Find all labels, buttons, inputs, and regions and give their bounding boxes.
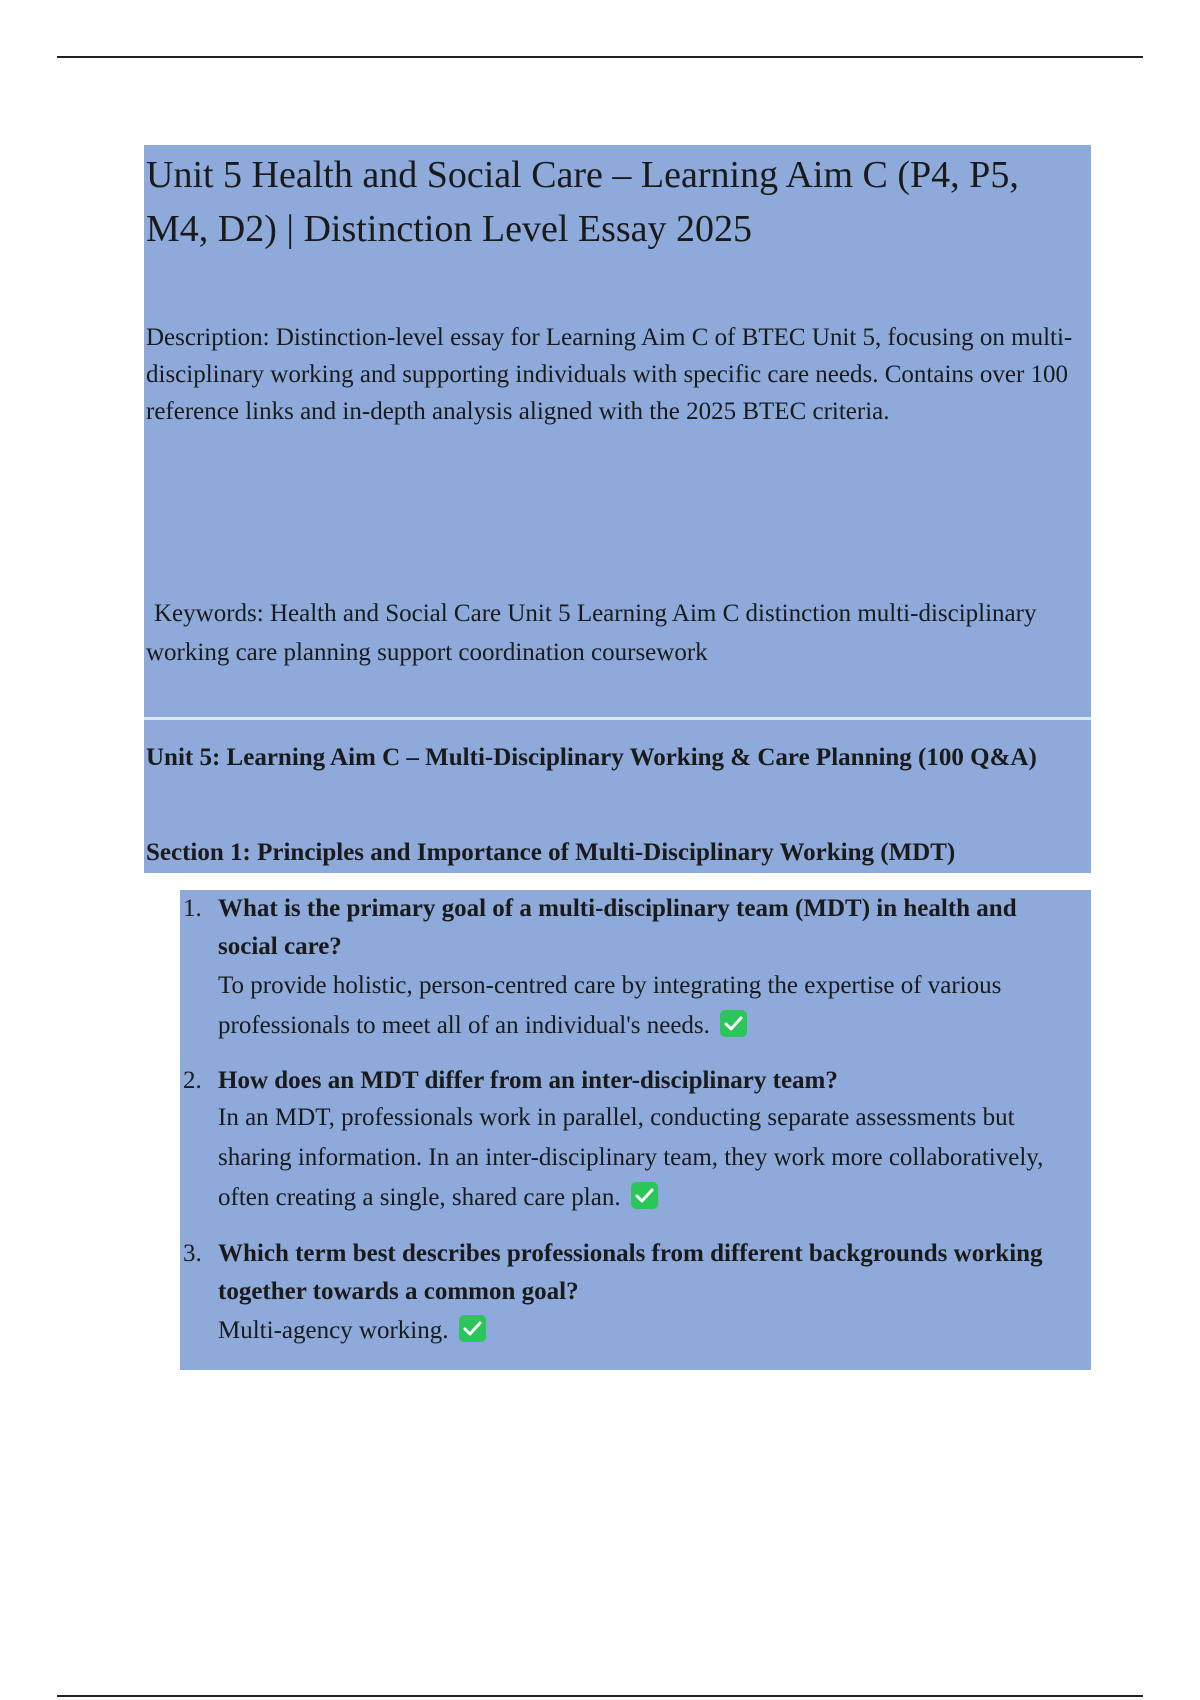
section-highlight-block (144, 720, 1091, 873)
check-icon (631, 1182, 658, 1209)
question-number: 2. (183, 1067, 202, 1094)
answer-body: To provide holistic, person-centred care by integrating the expertise of various professionals to meet all of an individual's needs. (218, 972, 1002, 1039)
answer-text (218, 1311, 1078, 1351)
answer-text (218, 966, 1078, 1046)
document-keywords: Keywords: Health and Social Care Unit 5 Learning Aim C distinction multi-disciplinary working care planning support coordination coursework (146, 600, 1037, 666)
answer-body: In an MDT, professionals work in parallel, conducting separate assessments but sharing information. In an inter-disciplinary team, they work more collaboratively, often creating a single, shared care plan. (218, 1104, 1044, 1211)
answer-text (218, 1098, 1078, 1218)
question-number: 3. (183, 1240, 202, 1267)
question-text: How does an MDT differ from an inter-disciplinary team? (218, 1067, 838, 1094)
document-title: Unit 5 Health and Social Care – Learning Aim C (P4, P5, M4, D2) | Distinction Level Essay 2025 (146, 154, 1019, 250)
top-rule (57, 56, 1143, 58)
unit-heading: Unit 5: Learning Aim C – Multi-Disciplinary Working & Care Planning (100 Q&A) (146, 744, 1037, 771)
bottom-rule (57, 1695, 1143, 1697)
section-heading: Section 1: Principles and Importance of Multi-Disciplinary Working (MDT) (146, 839, 956, 866)
qa-list (180, 890, 1091, 1370)
document-description: Description: Distinction-level essay for Learning Aim C of BTEC Unit 5, focusing on multi-disciplinary working and supporting individuals with specific care needs. Contains over 100 reference links and in-depth analysis aligned with the 2025 BTEC criteria. (146, 324, 1073, 425)
check-icon (459, 1315, 486, 1342)
question-number: 1. (183, 895, 202, 922)
header-highlight-block (144, 145, 1091, 719)
question-text: What is the primary goal of a multi-disciplinary team (MDT) in health and social care? (218, 895, 1017, 960)
question-text: Which term best describes professionals from different backgrounds working together towards a common goal? (218, 1240, 1043, 1305)
check-icon (720, 1010, 747, 1037)
answer-body: Multi-agency working. (218, 1317, 449, 1344)
